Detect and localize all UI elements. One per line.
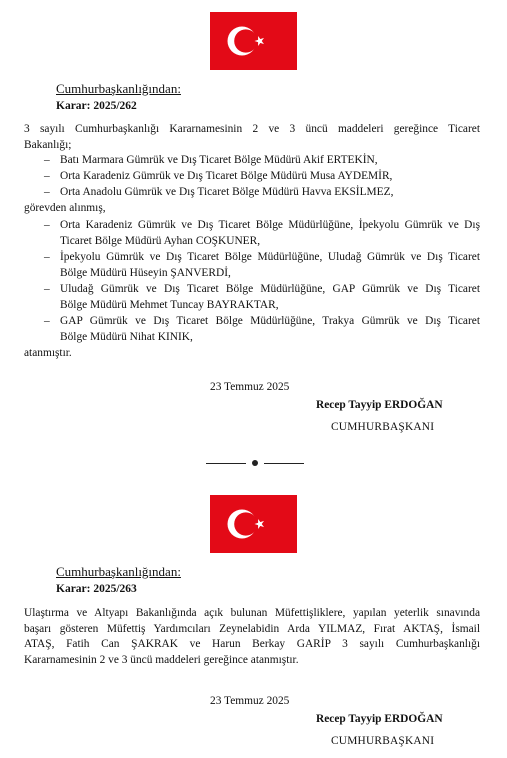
decision-1-date: 23 Temmuz 2025 xyxy=(210,381,290,393)
decision-2-body-line: ATAŞ, Fatih Can ŞAKRAK ve Harun Berkay GARİP 3 sayılı Cumhurbaşkanlığı xyxy=(24,638,480,651)
decision-2-heading: Cumhurbaşkanlığından: xyxy=(56,564,181,579)
list-dash: – xyxy=(44,315,50,327)
appointment-text-line: Uludağ Gümrük ve Dış Ticaret Bölge Müdürlüğüne, GAP Gümrük ve Dış Ticaret xyxy=(60,283,480,295)
decision-2-date: 23 Temmuz 2025 xyxy=(210,695,290,707)
decision-1-intro xyxy=(24,122,480,153)
dismissal-text: Batı Marmara Gümrük ve Dış Ticaret Bölge Müdürü Akif ERTEKİN, xyxy=(60,154,378,166)
decision-1-heading: Cumhurbaşkanlığından: xyxy=(56,81,181,96)
decision-1-intro-line: Bakanlığı; xyxy=(24,138,72,151)
decision-2-body-line: başarı gösteren Müfettiş Yardımcıları Zeynelabidin Arda YILMAZ, Fırat AKTAŞ, İsmail xyxy=(24,622,480,635)
decision-1-signer: Recep Tayyip ERDOĞAN xyxy=(316,399,443,411)
separator-line xyxy=(264,463,304,464)
decision-2-body xyxy=(24,606,480,668)
decision-2-number: Karar: 2025/263 xyxy=(56,583,137,595)
appointment-text-line: Orta Karadeniz Gümrük ve Dış Ticaret Bölge Müdürlüğüne, İpekyolu Gümrük ve Dış xyxy=(60,219,480,231)
separator-line xyxy=(206,463,246,464)
appointment-text-line: Bölge Müdürü Hüseyin ŞANVERDİ, xyxy=(60,266,231,279)
list-dash: – xyxy=(44,186,50,198)
bullet-dot xyxy=(252,460,258,466)
list-dash: – xyxy=(44,170,50,182)
dismissal-text: Orta Karadeniz Gümrük ve Dış Ticaret Bölge Müdürü Musa AYDEMİR, xyxy=(60,170,393,182)
appointment-list-item xyxy=(44,218,480,249)
appointment-list-item xyxy=(44,314,480,345)
turkish-flag-icon xyxy=(210,495,297,553)
appointment-list-item xyxy=(44,282,480,313)
appointment-text-line: Ticaret Bölge Müdürü Ayhan COŞKUNER, xyxy=(60,234,261,247)
appointment-closing: atanmıştır. xyxy=(24,347,72,359)
dismissal-closing: görevden alınmış, xyxy=(24,202,106,214)
list-dash: – xyxy=(44,283,50,295)
appointment-list-item xyxy=(44,250,480,281)
dismissal-text: Orta Anadolu Gümrük ve Dış Ticaret Bölge Müdürü Havva EKSİLMEZ, xyxy=(60,186,394,198)
appointment-text-line: İpekyolu Gümrük ve Dış Ticaret Bölge Müdürlüğüne, Uludağ Gümrük ve Dış Ticaret xyxy=(60,251,480,263)
decision-2-body-line: Ulaştırma ve Altyapı Bakanlığında açık bulunan Müfettişliklere, yapılan yeterlik sınavında xyxy=(24,607,480,619)
appointment-text-line: GAP Gümrük ve Dış Ticaret Bölge Müdürlüğüne, Trakya Gümrük ve Dış Ticaret xyxy=(60,315,480,327)
section-separator xyxy=(206,458,304,468)
appointment-text-line: Bölge Müdürü Nihat KINIK, xyxy=(60,330,193,343)
list-dash: – xyxy=(44,154,50,166)
decision-2-signer: Recep Tayyip ERDOĞAN xyxy=(316,713,443,725)
appointment-text-line: Bölge Müdürü Mehmet Tuncay BAYRAKTAR, xyxy=(60,298,279,311)
decision-1-signer-title: CUMHURBAŞKANI xyxy=(331,421,435,433)
turkish-flag-icon xyxy=(210,12,297,70)
decision-1-number: Karar: 2025/262 xyxy=(56,100,137,112)
dismissal-list-item xyxy=(44,153,480,169)
dismissal-list-item xyxy=(44,185,480,201)
dismissal-list-item xyxy=(44,169,480,185)
decision-2-signer-title: CUMHURBAŞKANI xyxy=(331,735,435,747)
list-dash: – xyxy=(44,219,50,231)
list-dash: – xyxy=(44,251,50,263)
decision-1-intro-line: 3 sayılı Cumhurbaşkanlığı Kararnamesinin 2 ve 3 üncü maddeleri gereğince Ticaret xyxy=(24,123,480,135)
decision-2-body-line: Kararnamesinin 2 ve 3 üncü maddeleri gereğince atanmıştır. xyxy=(24,653,299,666)
